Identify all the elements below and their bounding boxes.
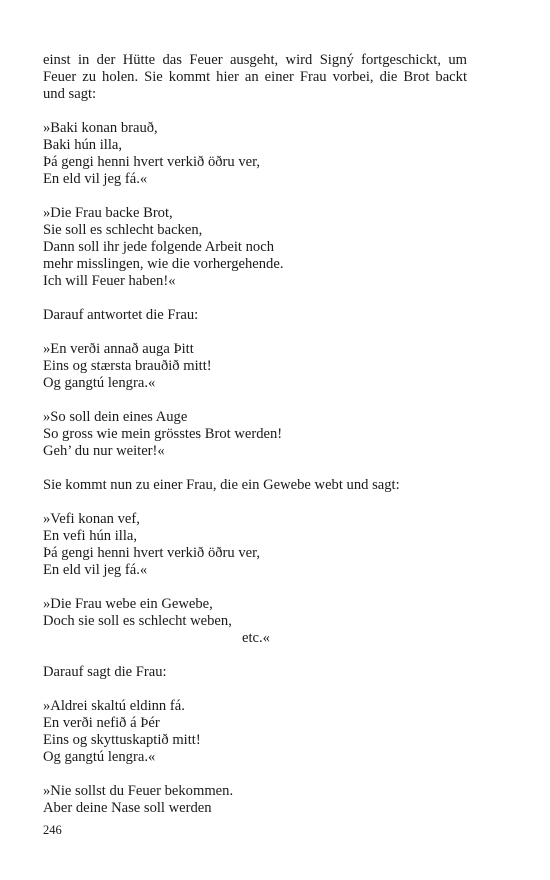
verse-line: »Aldrei skaltú eldinn fá. [43, 698, 185, 714]
opening-paragraph [43, 52, 467, 103]
verse-line: Geh’ du nur weiter!« [43, 443, 165, 459]
verse-german-weave [43, 596, 467, 647]
page-number: 246 [43, 823, 62, 837]
paragraph-line: einst in der Hütte das Feuer ausgeht, wird Signý fortgeschickt, um [43, 52, 467, 68]
verse-line: Aber deine Nase soll werden [43, 800, 212, 816]
verse-etc: etc.« [242, 630, 270, 646]
narration-weaver [43, 477, 467, 494]
verse-line: En vefi hún illa, [43, 528, 138, 544]
verse-icelandic-bread [43, 120, 467, 188]
verse-line: Doch sie soll es schlecht weben, [43, 613, 232, 629]
verse-line: Eins og skyttuskaptið mitt! [43, 732, 201, 748]
verse-line: Og gangtú lengra.« [43, 749, 156, 765]
verse-line: Þá gengi henni hvert verkið öðru ver, [43, 154, 261, 170]
narration-line: Sie kommt nun zu einer Frau, die ein Gewebe webt und sagt: [43, 477, 400, 493]
narration-reply [43, 664, 467, 681]
verse-line: »Baki konan brauð, [43, 120, 158, 136]
narration-line: Darauf sagt die Frau: [43, 664, 167, 680]
verse-line: En eld vil jeg fá.« [43, 562, 148, 578]
narration-answer [43, 307, 467, 324]
paragraph-line: Feuer zu holen. Sie kommt hier an einer Frau vorbei, die Brot backt [43, 69, 467, 85]
verse-line: Þá gengi henni hvert verkið öðru ver, [43, 545, 261, 561]
verse-icelandic-weave [43, 511, 467, 579]
verse-line: Eins og stærsta brauðið mitt! [43, 358, 212, 374]
verse-line: »So soll dein eines Auge [43, 409, 188, 425]
verse-german-bread [43, 205, 467, 290]
verse-line: En verði nefið á Þér [43, 715, 160, 731]
verse-line: »Die Frau webe ein Gewebe, [43, 596, 213, 612]
verse-line: En eld vil jeg fá.« [43, 171, 148, 187]
verse-line: »En verði annað auga Þitt [43, 341, 194, 357]
verse-german-nose [43, 783, 467, 817]
narration-line: Darauf antwortet die Frau: [43, 307, 199, 323]
paragraph-line: und sagt: [43, 86, 97, 102]
verse-german-eye [43, 409, 467, 460]
verse-icelandic-nose [43, 698, 467, 766]
verse-line: Dann soll ihr jede folgende Arbeit noch [43, 239, 275, 255]
verse-line: Og gangtú lengra.« [43, 375, 156, 391]
verse-line: Baki hún illa, [43, 137, 123, 153]
page-body [43, 52, 467, 834]
verse-line: »Nie sollst du Feuer bekommen. [43, 783, 234, 799]
verse-line: mehr misslingen, wie die vorhergehende. [43, 256, 284, 272]
verse-line: »Vefi konan vef, [43, 511, 140, 527]
verse-line: »Die Frau backe Brot, [43, 205, 173, 221]
verse-line: Sie soll es schlecht backen, [43, 222, 203, 238]
verse-line: So gross wie mein grösstes Brot werden! [43, 426, 283, 442]
verse-icelandic-eye [43, 341, 467, 392]
verse-line: Ich will Feuer haben!« [43, 273, 176, 289]
